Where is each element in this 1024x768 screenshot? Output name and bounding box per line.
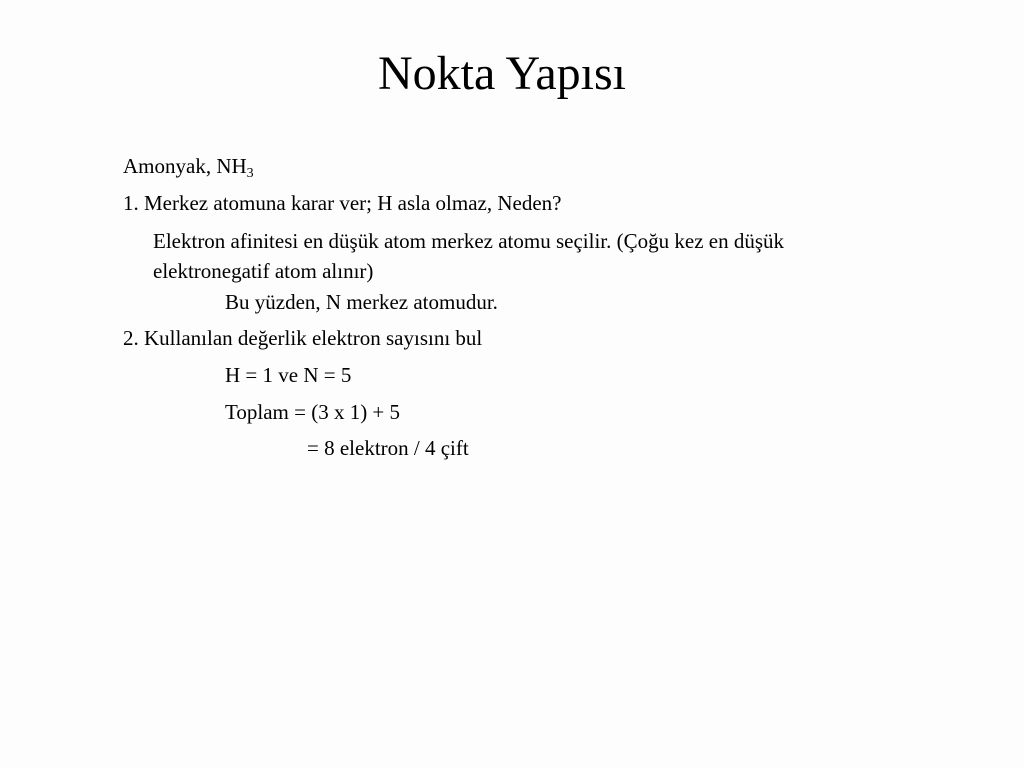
total-calculation: Toplam = (3 x 1) + 5 (225, 400, 401, 424)
conclusion: Bu yüzden, N merkez atomudur. (225, 290, 498, 314)
total-result: = 8 elektron / 4 çift (307, 436, 469, 460)
explanation-line-1: Elektron afinitesi en düşük atom merkez atomu seçilir. (Çoğu kez en düşük (153, 229, 785, 253)
valence-values: H = 1 ve N = 5 (225, 363, 352, 387)
explanation-line-2: elektronegatif atom alınır) (153, 259, 374, 283)
formula-subscript: 3 (246, 166, 254, 181)
compound-name: Amonyak, NH (123, 154, 247, 178)
step-1: 1. Merkez atomuna karar ver; H asla olmaz, Neden? (123, 191, 562, 215)
step-2: 2. Kullanılan değerlik elektron sayısını bul (123, 326, 483, 350)
slide-title: Nokta Yapısı (377, 47, 627, 100)
compound-heading (123, 152, 254, 180)
